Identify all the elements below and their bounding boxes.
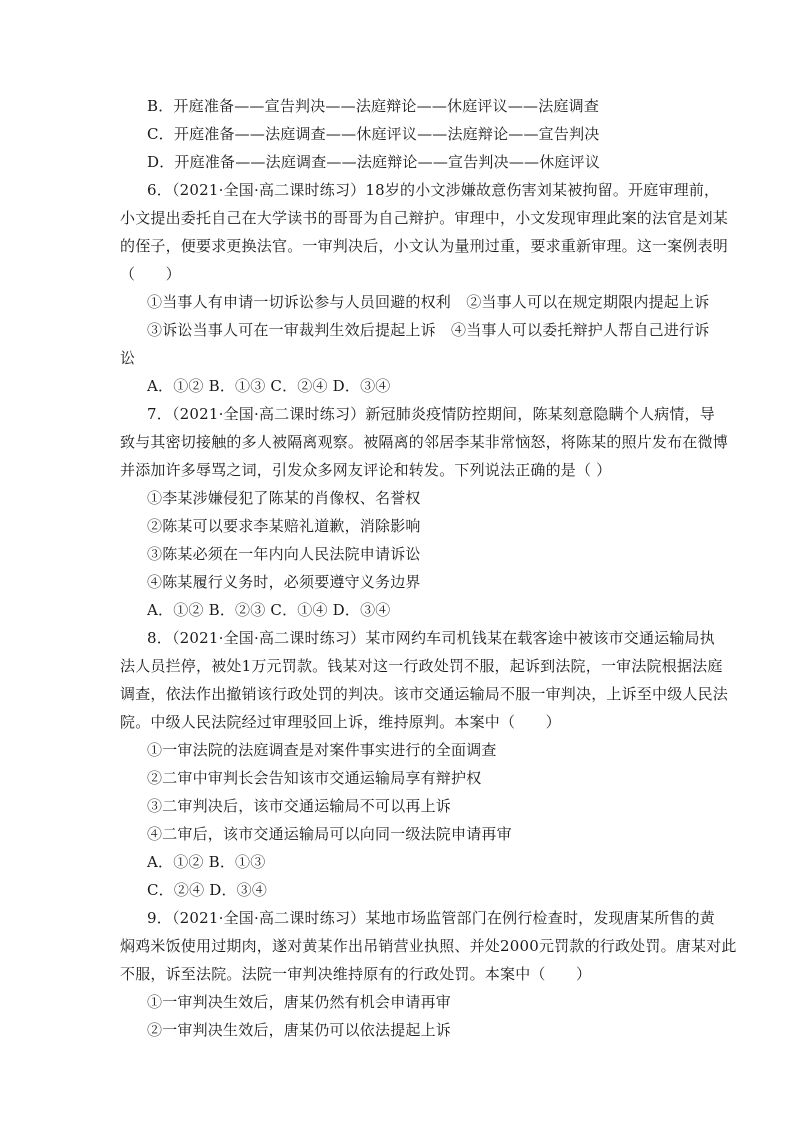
question-7-statement-2: ②陈某可以要求李某赔礼道歉，消除影响 [147, 517, 421, 535]
question-7-statement-3: ③陈某必须在一年内向人民法院申请诉讼 [147, 545, 421, 563]
question-6-options: A．①② B．①③ C．②④ D．③④ [147, 377, 391, 395]
question-7-statement-4: ④陈某履行义务时，必须要遵守义务边界 [147, 573, 421, 591]
question-6-stem-line-2: 小文提出委托自己在大学读书的哥哥为自己辩护。审理中，小文发现审理此案的法官是刘某 [120, 209, 729, 227]
question-6-statement-3-4: ③诉讼当事人可在一审裁判生效后提起上诉 ④当事人可以委托辩护人帮自己进行诉 [147, 321, 710, 339]
question-8-statement-4: ④二审后，该市交通运输局可以向同一级法院申请再审 [147, 825, 512, 843]
question-8-stem-line-4: 院。中级人民法院经过审理驳回上诉，维持原判。本案中（ ） [120, 713, 561, 731]
question-9-stem-line-3: 不服，诉至法院。法院一审判决维持原有的行政处罚。本案中（ ） [120, 965, 592, 983]
question-8-stem-line-3: 调查，依法作出撤销该行政处罚的判决。该市交通运输局不服一审判决，上诉至中级人民法 [120, 685, 729, 703]
document-content [120, 92, 737, 1044]
question-6-stem-line-4: （ ） [120, 265, 181, 283]
question-9-stem-line-1: 9．（2021·全国·高二课时练习）某地市场监管部门在例行检查时，发现唐某所售的黄 [147, 909, 715, 927]
option-d-q5: D．开庭准备——法庭调查——法庭辩论——宣告判决——休庭评议 [147, 153, 601, 171]
question-9-statement-1: ①一审判决生效后，唐某仍然有机会申请再审 [147, 993, 452, 1011]
question-8-stem-line-1: 8．（2021·全国·高二课时练习）某市网约车司机钱某在载客途中被该市交通运输局执 [147, 629, 715, 647]
question-8-statement-2: ②二审中审判长会告知该市交通运输局享有辩护权 [147, 769, 482, 787]
question-7-stem-line-3: 并添加许多辱骂之词，引发众多网友评论和转发。下列说法正确的是（ ） [120, 461, 612, 479]
question-6-stem-line-3: 的侄子，便要求更换法官。一审判决后，小文认为量刑过重，要求重新审理。这一案例表明 [120, 237, 729, 255]
question-8-statement-1: ①一审法院的法庭调查是对案件事实进行的全面调查 [147, 741, 497, 759]
question-8-stem-line-2: 法人员拦停，被处1万元罚款。钱某对这一行政处罚不服，起诉到法院，一审法院根据法庭 [120, 657, 723, 675]
question-8-options-cd: C．②④ D．③④ [147, 881, 268, 899]
question-6-statement-4-cont: 讼 [120, 349, 136, 367]
question-9-stem-line-2: 焖鸡米饭使用过期肉，遂对黄某作出吊销营业执照、并处2000元罚款的行政处罚。唐某对此 [120, 937, 737, 955]
option-b-q5: B．开庭准备——宣告判决——法庭辩论——休庭评议——法庭调查 [147, 97, 600, 115]
question-7-stem-line-2: 致与其密切接触的多人被隔离观察。被隔离的邻居李某非常恼怒，将陈某的照片发布在微博 [120, 433, 729, 451]
question-6-statement-1-2: ①当事人有申请一切诉讼参与人员回避的权利 ②当事人可以在规定期限内提起上诉 [147, 293, 710, 311]
question-8-statement-3: ③二审判决后，该市交通运输局不可以再上诉 [147, 797, 452, 815]
question-6-stem-line-1: 6．（2021·全国·高二课时练习）18岁的小文涉嫌故意伤害刘某被拘留。开庭审理前， [147, 181, 720, 199]
question-7-statement-1: ①李某涉嫌侵犯了陈某的肖像权、名誉权 [147, 489, 421, 507]
question-7-options: A．①② B．②③ C．①④ D．③④ [147, 601, 391, 619]
question-8-options-ab: A．①② B．①③ [147, 853, 266, 871]
option-c-q5: C．开庭准备——法庭调查——休庭评议——法庭辩论——宣告判决 [147, 125, 600, 143]
question-7-stem-line-1: 7．（2021·全国·高二课时练习）新冠肺炎疫情防控期间，陈某刻意隐瞒个人病情，导 [147, 405, 715, 423]
question-9-statement-2: ②一审判决生效后，唐某仍可以依法提起上诉 [147, 1021, 452, 1039]
